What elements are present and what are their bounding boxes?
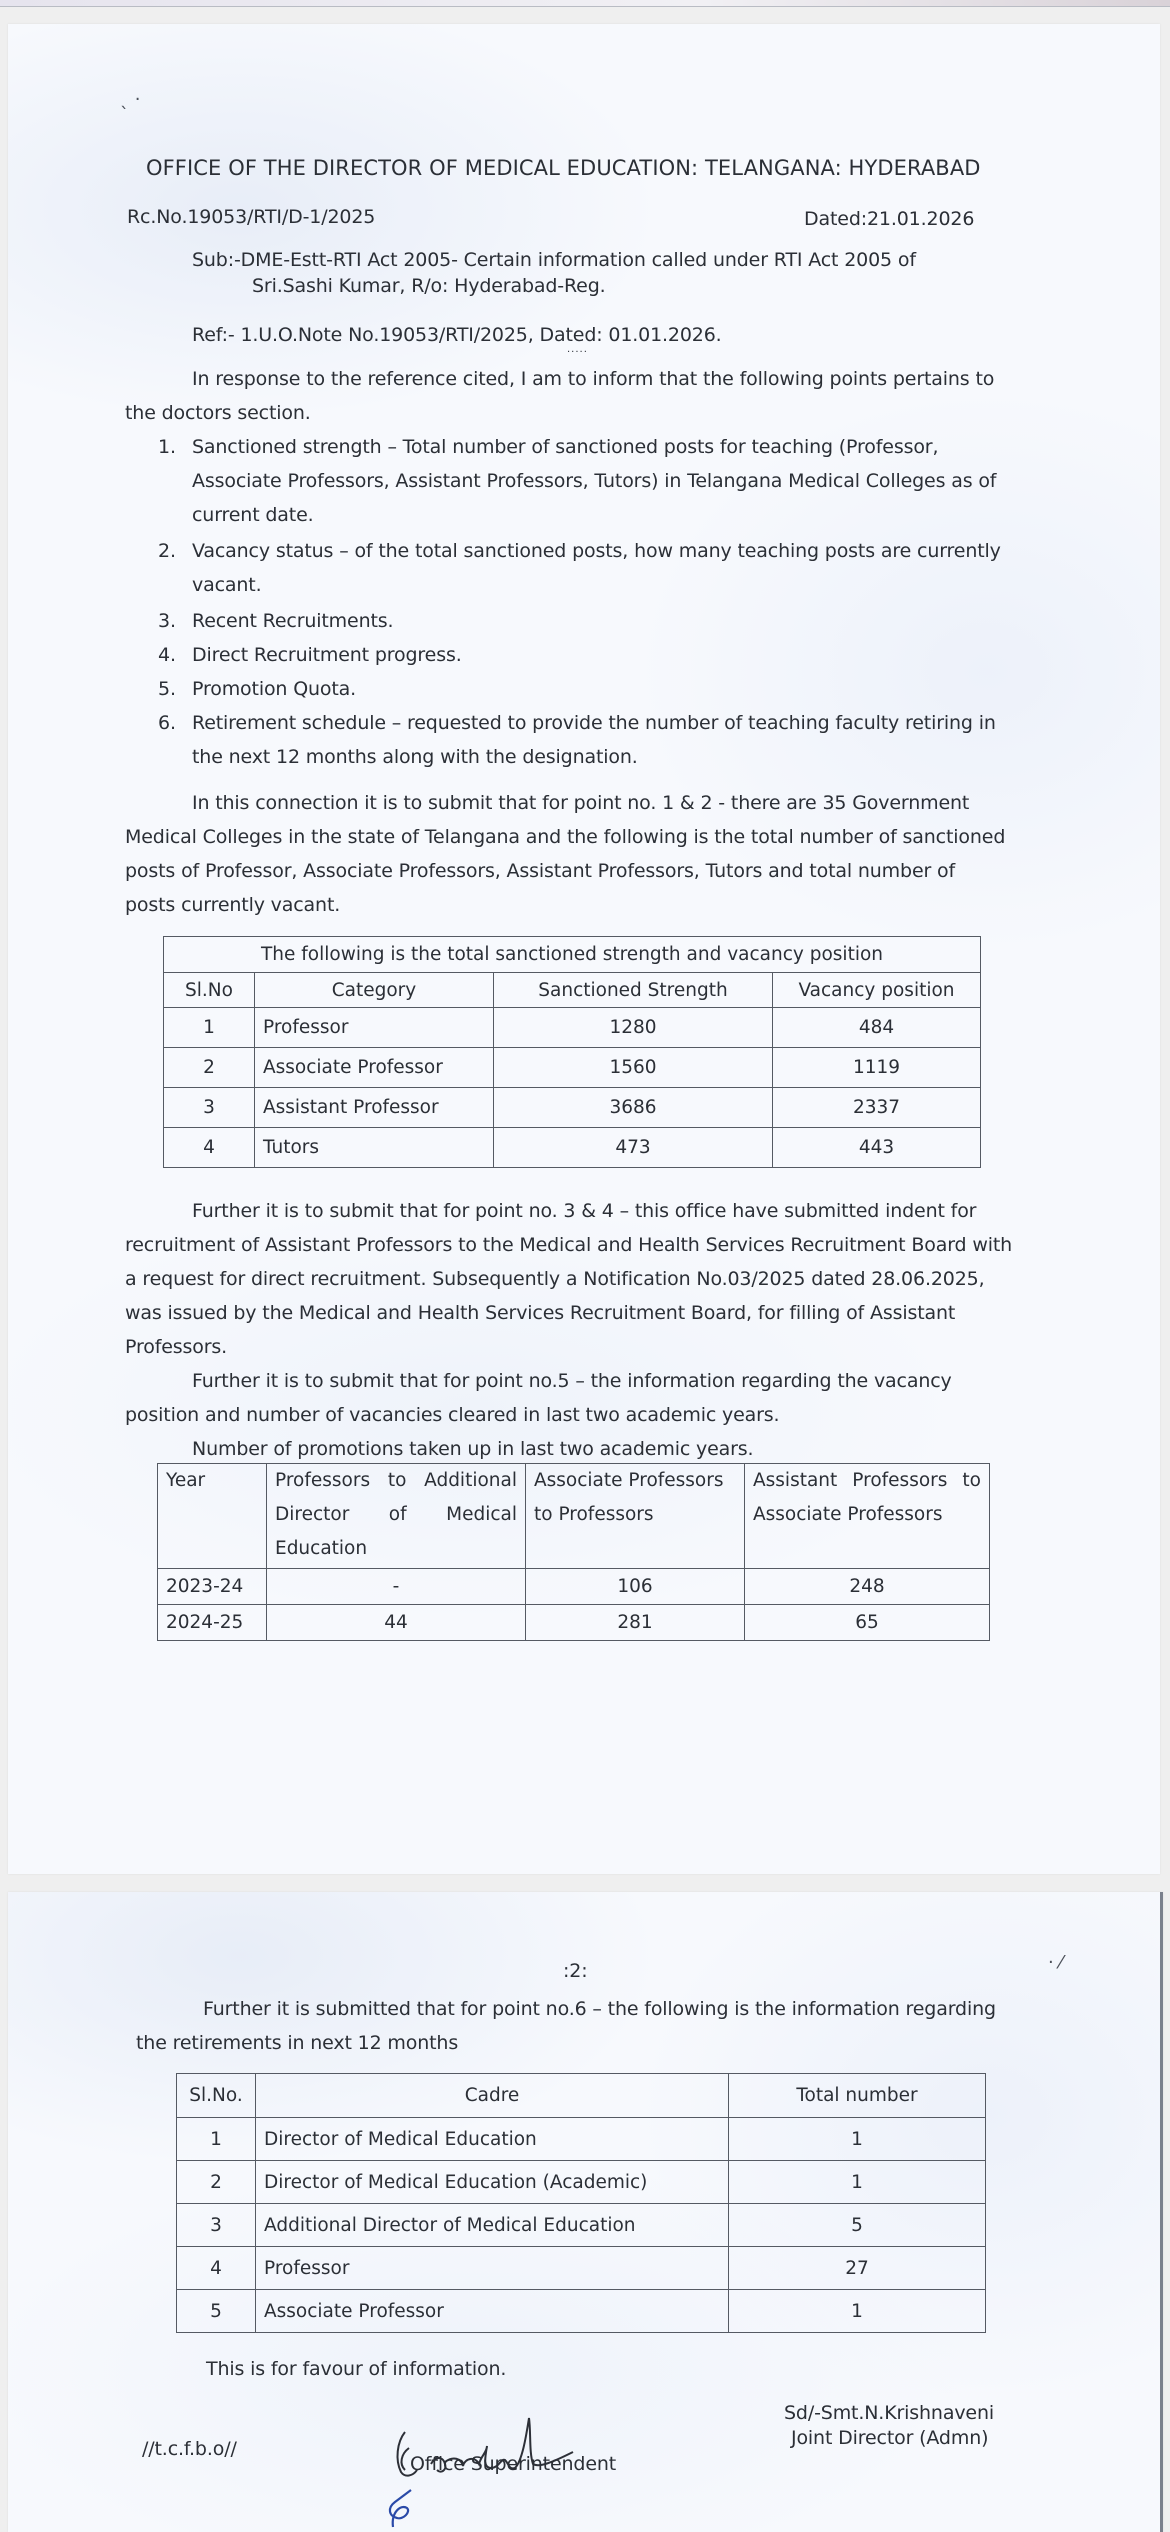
paragraph-line: a request for direct recruitment. Subsequently a Notification No.03/2025 dated 28.06.2025, (125, 1268, 985, 1290)
column-header: Associate Professors to Professors (526, 1464, 745, 1569)
column-header: Total number (729, 2074, 986, 2118)
cell-slno: 5 (177, 2290, 256, 2333)
point-text: Recent Recruitments. (192, 610, 394, 632)
point-number: 5. (158, 678, 176, 700)
cell-category: Professor (255, 1008, 494, 1048)
point-number: 3. (158, 610, 176, 632)
table-row (177, 2290, 986, 2333)
cell-assoc-to-prof: 281 (526, 1605, 745, 1641)
signatory-name: Sd/-Smt.N.Krishnaveni (784, 2402, 994, 2424)
table-row (164, 1128, 981, 1168)
point-text: Vacancy status – of the total sanctioned posts, how many teaching posts are currently (192, 540, 1001, 562)
cell-total: 5 (729, 2204, 986, 2247)
point-text: Retirement schedule – requested to provide the number of teaching faculty retiring in (192, 712, 996, 734)
cell-sanctioned: 3686 (494, 1088, 773, 1128)
reference-line: Ref:- 1.U.O.Note No.19053/RTI/2025, Dated: 01.01.2026. (192, 324, 722, 346)
column-header: Assistant Professors to Associate Professors (745, 1464, 990, 1569)
cell-vacancy: 2337 (773, 1088, 981, 1128)
cell-year: 2024-25 (158, 1605, 267, 1641)
tcfbo-label: //t.c.f.b.o// (142, 2438, 237, 2460)
retirement-table (176, 2073, 986, 2333)
cell-slno: 1 (164, 1008, 255, 1048)
paragraph-line: posts of Professor, Associate Professors, Assistant Professors, Tutors and total number of (125, 860, 956, 882)
point-text: Associate Professors, Assistant Professors, Tutors) in Telangana Medical Colleges as of (192, 470, 997, 492)
cell-vacancy: 484 (773, 1008, 981, 1048)
cell-slno: 4 (177, 2247, 256, 2290)
cell-total: 1 (729, 2161, 986, 2204)
paragraph-line: the retirements in next 12 months (136, 2032, 459, 2054)
table-row (158, 1569, 990, 1605)
subject-line-2: Sri.Sashi Kumar, R/o: Hyderabad-Reg. (252, 275, 606, 297)
point-text: current date. (192, 504, 314, 526)
cell-vacancy: 443 (773, 1128, 981, 1168)
document-page-1 (8, 24, 1160, 1874)
cell-sanctioned: 1280 (494, 1008, 773, 1048)
table-row (164, 1088, 981, 1128)
paragraph-line: In this connection it is to submit that for point no. 1 & 2 - there are 35 Government (192, 792, 970, 814)
cell-asst-to-assoc: 65 (745, 1605, 990, 1641)
promotions-table (157, 1463, 990, 1641)
point-text: Direct Recruitment progress. (192, 644, 462, 666)
paragraph-line: was issued by the Medical and Health Services Recruitment Board, for filling of Assistant (125, 1302, 956, 1324)
table-row (164, 1048, 981, 1088)
column-header: Sanctioned Strength (494, 973, 773, 1008)
paragraph-line: Medical Colleges in the state of Telangana and the following is the total number of sanctioned (125, 826, 1006, 848)
cell-slno: 1 (177, 2118, 256, 2161)
closing-line: This is for favour of information. (206, 2358, 507, 2380)
column-header: Sl.No. (177, 2074, 256, 2118)
scan-mark: ˎ · (120, 89, 141, 110)
cell-slno: 2 (177, 2161, 256, 2204)
intro-line-1: In response to the reference cited, I am to inform that the following points pertains to (192, 368, 995, 390)
cell-prof-to-addl-dme: 44 (267, 1605, 526, 1641)
document-page-2 (8, 1892, 1163, 2532)
column-header: Cadre (256, 2074, 729, 2118)
previous-page-edge (0, 0, 1170, 7)
cell-category: Associate Professor (255, 1048, 494, 1088)
point-number: 2. (158, 540, 176, 562)
point-text: vacant. (192, 574, 262, 596)
cell-vacancy: 1119 (773, 1048, 981, 1088)
column-header: Vacancy position (773, 973, 981, 1008)
table-caption: The following is the total sanctioned strength and vacancy position (164, 937, 981, 973)
paragraph-line: Further it is to submit that for point no. 3 & 4 – this office have submitted indent for (192, 1200, 977, 1222)
cell-category: Assistant Professor (255, 1088, 494, 1128)
paragraph-line: Professors. (125, 1336, 228, 1358)
cell-cadre: Director of Medical Education (Academic) (256, 2161, 729, 2204)
paragraph-line: Further it is to submit that for point no.5 – the information regarding the vacancy (192, 1370, 952, 1392)
paragraph-line: position and number of vacancies cleared in last two academic years. (125, 1404, 780, 1426)
cell-prof-to-addl-dme: - (267, 1569, 526, 1605)
intro-line-2: the doctors section. (125, 402, 311, 424)
cell-total: 1 (729, 2118, 986, 2161)
cell-category: Tutors (255, 1128, 494, 1168)
cell-total: 1 (729, 2290, 986, 2333)
column-header: Year (158, 1464, 267, 1569)
promotions-caption: Number of promotions taken up in last two academic years. (192, 1438, 754, 1460)
point-number: 4. (158, 644, 176, 666)
table-row (177, 2204, 986, 2247)
column-header: Sl.No (164, 973, 255, 1008)
point-text: Sanctioned strength – Total number of sanctioned posts for teaching (Professor, (192, 436, 939, 458)
paragraph-line: Further it is submitted that for point no.6 – the following is the information regarding (203, 1998, 996, 2020)
table-row (177, 2247, 986, 2290)
table-row (177, 2118, 986, 2161)
cell-slno: 4 (164, 1128, 255, 1168)
paragraph-line: recruitment of Assistant Professors to the Medical and Health Services Recruitment Board with (125, 1234, 1013, 1256)
office-superintendent-label: Office Superintendent (410, 2453, 617, 2475)
cell-year: 2023-24 (158, 1569, 267, 1605)
point-number: 1. (158, 436, 176, 458)
point-text: the next 12 months along with the designation. (192, 746, 638, 768)
separator-dots: ..... (567, 344, 588, 355)
column-header: Category (255, 973, 494, 1008)
cell-cadre: Professor (256, 2247, 729, 2290)
cell-cadre: Director of Medical Education (256, 2118, 729, 2161)
sanctioned-strength-table (163, 936, 981, 1168)
point-number: 6. (158, 712, 176, 734)
table-row (177, 2161, 986, 2204)
page-number: :2: (563, 1960, 588, 1982)
subject-line-1: Sub:-DME-Estt-RTI Act 2005- Certain information called under RTI Act 2005 of (192, 249, 916, 271)
cell-cadre: Additional Director of Medical Education (256, 2204, 729, 2247)
paragraph-line: posts currently vacant. (125, 894, 341, 916)
cell-assoc-to-prof: 106 (526, 1569, 745, 1605)
scan-mark: · ⁄ (1048, 1952, 1063, 1973)
cell-slno: 3 (164, 1088, 255, 1128)
cell-slno: 2 (164, 1048, 255, 1088)
column-header: Professors to Additional Director of Medical Education (267, 1464, 526, 1569)
table-row (164, 1008, 981, 1048)
office-title: OFFICE OF THE DIRECTOR OF MEDICAL EDUCATION: TELANGANA: HYDERABAD (146, 156, 981, 180)
cell-cadre: Associate Professor (256, 2290, 729, 2333)
signatory-title: Joint Director (Admn) (791, 2427, 989, 2449)
cell-sanctioned: 1560 (494, 1048, 773, 1088)
reference-number: Rc.No.19053/RTI/D-1/2025 (127, 206, 376, 228)
cell-sanctioned: 473 (494, 1128, 773, 1168)
cell-slno: 3 (177, 2204, 256, 2247)
cell-total: 27 (729, 2247, 986, 2290)
point-text: Promotion Quota. (192, 678, 357, 700)
document-date: Dated:21.01.2026 (804, 208, 975, 230)
cell-asst-to-assoc: 248 (745, 1569, 990, 1605)
table-row (158, 1605, 990, 1641)
